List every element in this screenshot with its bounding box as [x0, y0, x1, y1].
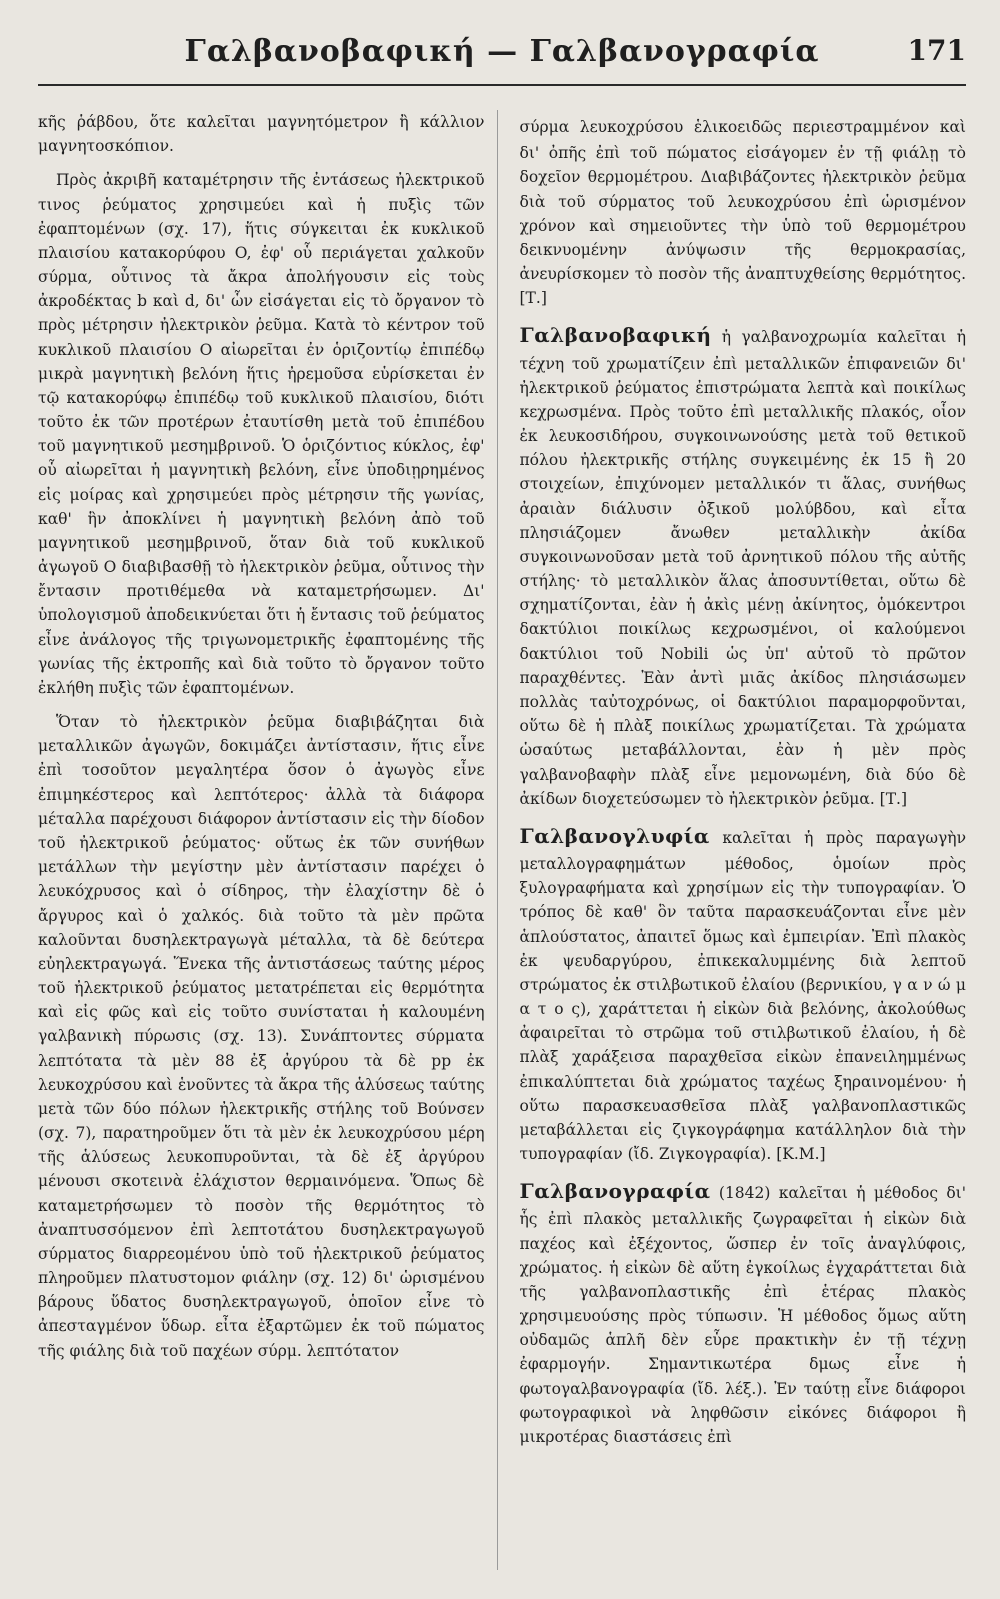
right-entry-galvanoglyfia — [520, 821, 967, 1166]
page-number: 171 — [907, 34, 966, 67]
left-paragraph-2: Πρὸς ἀκριβῆ καταμέτρησιν τῆς ἐντάσεως ἠλεκτρικοῦ τινος ῥεύματος χρησιμεύει καὶ ἡ πυξὶς τῶν ἐφαπτομένων (σχ. 17), ἥτις σύγκειται ἐκ κυκλικοῦ πλαισίου κατακορύφου O, ἐφ' οὗ περιάγεται χαλκοῦν σύρμα, οὗτινος τὰ ἄκρα ἀπολήγουσιν εἰς τοὺς ἀκροδέκτας b καὶ d, δι' ὧν εἰσάγεται εἰς τὸ ὄργανον τὸ πρὸς μέτρησιν ἠλεκτρικὸν ῥεῦμα. Κατὰ τὸ κέντρον τοῦ κυκλικοῦ πλαισίου O αἰωρεῖται ἐν ὁριζοντίῳ ἐπιπέδῳ μικρὰ μαγνητικὴ βελόνη ἥτις ἠρεμοῦσα εὑρίσκεται ἐν τῷ κατακορύφῳ ἐπιπέδῳ τοῦ κυκλικοῦ πλαισίου, διότι τοῦτο ἐκ τῶν προτέρων ἐταυτίσθη μετὰ τοῦ ἐπιπέδου τοῦ μαγνητικοῦ μεσημβρινοῦ. Ὁ ὁριζόντιος κύκλος, ἐφ' οὗ αἰωρεῖται ἡ μαγνητικὴ βελόνη, εἶνε ὑποδιῃρημένος εἰς μοίρας καὶ χρησιμεύει πρὸς μέτρησιν τῆς γωνίας, καθ' ἣν ἀποκλίνει ἡ μαγνητικὴ βελόνη ἀπὸ τοῦ μαγνητικοῦ μεσημβρινοῦ, ὅταν διὰ τοῦ κυκλικοῦ ἀγωγοῦ O διαβιβασθῇ τὸ ἠλεκτρικὸν ῥεῦμα, οὗτινος τὴν ἔντασιν προτιθέμεθα νὰ καταμετρήσωμεν. Δι' ὑπολογισμοῦ ἀποδεικνύεται ὅτι ἡ ἔντασις τοῦ ῥεύματος εἶνε ἀνάλογος τῆς τριγωνομετρικῆς ἐφαπτομένης τῆς γωνίας τῆς ἐκτροπῆς καὶ διὰ τοῦτο τὸ ὄργανον τοῦτο ἐκλήθη πυξὶς τῶν ἐφαπτομένων. — [38, 171, 485, 697]
right-entry-galvanografia — [520, 1176, 967, 1449]
entry-text: ἡ γαλβανοχρωμία καλεῖται ἡ τέχνη τοῦ χρωματίζειν ἐπὶ μεταλλικῶν ἐπιφανειῶν δι' ἠλεκτρικοῦ ῥεύματος ἐπιστρώματα λεπτὰ καὶ ποικίλως κεχρωσμένα. Πρὸς τοῦτο ἐπὶ μεταλλικῆς πλακός, οἷον ἐκ λευκοσιδήρου, συγκοινωνούσης μετὰ τοῦ θετικοῦ πόλου ἠλεκτρικῆς στήλης συγκειμένης ἐκ 15 ἢ 20 στοιχείων, ἐπιχύνομεν μεταλλικόν τι ἅλας, συνήθως ἀραιὰν διάλυσιν ὀξικοῦ μολύβδου, καὶ εἶτα πλησιάζομεν ἄνωθεν μεταλλικὴν ἀκίδα συγκοινωνοῦσαν μετὰ τοῦ ἀρνητικοῦ πόλου τῆς αὐτῆς στήλης· τὸ μεταλλικὸν ἅλας ἀποσυντίθεται, οὕτω δὲ σχηματίζονται, ἐὰν ἡ ἀκὶς μένῃ ἀκίνητος, ὁμόκεντροι δακτύλιοι ποικίλως κεχρωσμένοι, οἱ καλούμενοι δακτύλιοι τοῦ Nobili ὡς ὑπ' αὐτοῦ τὸ πρῶτον παραχθέντες. Ἐὰν ἀντὶ μιᾶς ἀκίδος πλησιάσωμεν πολλὰς ταὐτοχρόνως, οἱ δακτύλιοι παραμορφοῦνται, οὕτω δὲ ἡ πλὰξ ποικίλως χρωματίζεται. Τὰ χρώματα ὡσαύτως μεταβάλλονται, ἐὰν ἡ μὲν πρὸς γαλβανοβαφὴν πλὰξ εἶνε μεμονωμένη, διὰ δύο δὲ ἀκίδων διοχετεύσωμεν τὸ ἠλεκτρικὸν ῥεῦμα. [Τ.] — [519, 328, 966, 808]
left-column — [38, 110, 498, 1570]
entry-text: καλεῖται ἡ πρὸς παραγωγὴν μεταλλογραφημάτων μέθοδος, ὁμοίων πρὸς ξυλογραφήματα καὶ χρησίμων εἰς τὴν τυπογραφίαν. Ὁ τρόπος δὲ καθ' ὃν ταῦτα παρασκευάζονται εἶνε μὲν ἁπλούστατος, ἀπαιτεῖ ὅμως καὶ ἐμπειρίαν. Ἐπὶ πλακὸς ἐκ ψευδαργύρου, ἐπικεκαλυμμένης διὰ λεπτοῦ στρώματος ἐκ στιλβωτικοῦ ἐλαίου (βερνικίου, γ α ν ώ μ α τ ο ς), χαράττεται ἡ εἰκὼν διὰ βελόνης, ἀκολούθως ἀφαιρεῖται τὸ στρῶμα τοῦ στιλβωτικοῦ ἐλαίου, ἡ δὲ πλὰξ χαράξεισα παραχθεῖσα εἰκὼν ἐπανειλημμένως ἐπικαλύπτεται διὰ χρώματος ταχέως ξηραινομένου· ἡ οὕτω παρασκευασθεῖσα πλὰξ γαλβανοπλαστικῶς μεταβάλλεται εἰς ζιγκογράφημα κατάλληλον διὰ τὴν τυπογραφίαν (ἴδ. Ζιγκογραφία). [Κ.Μ.] — [519, 828, 966, 1164]
text-columns — [38, 110, 966, 1570]
entry-lemma: Γαλβανογραφία — [519, 1179, 711, 1204]
entry-text: (1842) καλεῖται ἡ μέθοδος δι' ἧς ἐπὶ πλακὸς μεταλλικῆς ζωγραφεῖται ἡ εἰκὼν διὰ παχέος καὶ ἐξέχοντος, ὥσπερ ἐν τοῖς ἀναγλύφοις, χρώματος. ἡ εἰκὼν δὲ αὕτη ἐγκοίλως ἐγχαράττεται διὰ τῆς γαλβανοπλαστικῆς ἐπὶ ἑτέρας πλακὸς χρησιμευούσης πρὸς τύπωσιν. Ἡ μέθοδος ὅμως αὕτη οὐδαμῶς ἁπλῆ δὲν εὗρε πρακτικὴν ἐν τῇ τέχνῃ ἐφαρμογήν. Σημαντικωτέρα δμως εἶνε ἡ φωτογαλβανογραφία (ἴδ. λέξ.). Ἐν ταύτῃ εἶνε διάφοροι φωτογραφικοὶ νὰ ληφθῶσιν εἰκόνες διάφοροι ἢ μικροτέρας διαστάσεις ἐπὶ — [519, 1184, 966, 1446]
entry-lemma: Γαλβανογλυφία — [519, 823, 710, 848]
entry-text: σύρμα λευκοχρύσου ἑλικοειδῶς περιεστραμμένον καὶ δι' ὀπῆς ἐπὶ τοῦ πώματος εἰσάγομεν ἐν τῇ φιάλῃ τὸ δοχεῖον θερμομέτρου. Διαβιβάζοντες ἠλεκτρικὸν ῥεῦμα διὰ τοῦ σύρματος τοῦ λευκοχρύσου ἐπὶ ὡρισμένον χρόνον καὶ σημειοῦντες τὴν ὑπὸ τοῦ θερμομέτρου δεικνυομένην ἀνύψωσιν τῆς θερμοκρασίας, ἀνευρίσκομεν τὸ ποσὸν τῆς ἀναπτυχθείσης θερμότητος. [Τ.] — [519, 118, 966, 308]
page-header — [38, 30, 966, 86]
running-title: Γαλβανοβαφική — Γαλβανογραφία — [184, 34, 820, 69]
right-entry-galvanovafiki — [520, 320, 967, 810]
left-paragraph-3: Ὅταν τὸ ἠλεκτρικὸν ῥεῦμα διαβιβάζηται διὰ μεταλλικῶν ἀγωγῶν, δοκιμάζει ἀντίστασιν, ἥτις εἶνε ἐπὶ τοσοῦτον μεγαλητέρα ὅσον ὁ ἀγωγὸς εἶνε ἐπιμηκέστερος καὶ λεπτότερος· ἀλλὰ τὰ διάφορα μέταλλα παρέχουσι διάφορον ἀντίστασιν εἰς τὴν δίοδον τοῦ ἠλεκτρικοῦ ῥεύματος· οὕτως ἐκ τῶν συνήθων μετάλλων τὴν μεγίστην μὲν ἀντίστασιν παρέχει ὁ λευκόχρυσος καὶ ὁ σίδηρος, τὴν ἐλαχίστην δὲ ὁ ἄργυρος καὶ ὁ χαλκός. διὰ τοῦτο τὰ μὲν πρῶτα καλοῦνται δυσηλεκτραγωγὰ μέταλλα, τὰ δὲ δεύτερα εὐηλεκτραγωγά. Ἕνεκα τῆς ἀντιστάσεως ταύτης μέρος τοῦ ἠλεκτρικοῦ ῥεύματος μετατρέπεται εἰς θερμότητα καὶ εἰς φῶς καὶ εἰς τοῦτο συνίσταται ἡ καλουμένη γαλβανικὴ πύρωσις (σχ. 13). Συνάπτοντες σύρματα λεπτότατα τὰ μὲν 88 ἐξ ἀργύρου τὰ δὲ pp ἐκ λευκοχρύσου καὶ ἑνοῦντες τὰ ἄκρα τῆς ἁλύσεως ταύτης μετὰ τῶν δύο πόλων ἠλεκτρικῆς στήλης τοῦ Βούνσεν (σχ. 7), παρατηροῦμεν ὅτι τὰ μὲν ἐκ λευκοχρύσου μέρη τῆς ἁλύσεως λευκοπυροῦνται, τὰ δὲ ἐξ ἀργύρου μένουσι σκοτεινὰ ἐλάχιστον θερμαινόμενα. Ὅπως δὲ καταμετρήσωμεν τὸ ποσὸν τῆς θερμότητος τὸ ἀναπτυσσόμενον ἐπὶ λεπτοτάτου δυσηλεκτραγωγοῦ σύρματος διαρρεομένου ὑπὸ τοῦ ἠλεκτρικοῦ ῥεύματος πληροῦμεν πλατυστομον φιάλην (σχ. 12) δι' ὡρισμένου βάρους ὕδατος δυσηλεκτραγωγοῦ, ὁποῖον εἶνε τὸ ἀπεσταγμένον ὕδωρ. εἶτα ἐξαρτῶμεν ἐκ τοῦ πώματος τῆς φιάλης διὰ τοῦ παχέων σύρμ. λεπτότατον — [38, 713, 485, 1360]
entry-lemma: Γαλβανοβαφική — [519, 323, 712, 348]
right-column — [520, 110, 967, 1570]
left-paragraph-1: κῆς ῥάβδου, ὅτε καλεῖται μαγνητόμετρον ἢ κάλλιον μαγνητοσκόπιον. — [38, 113, 485, 156]
right-entry-continuation — [520, 110, 967, 310]
